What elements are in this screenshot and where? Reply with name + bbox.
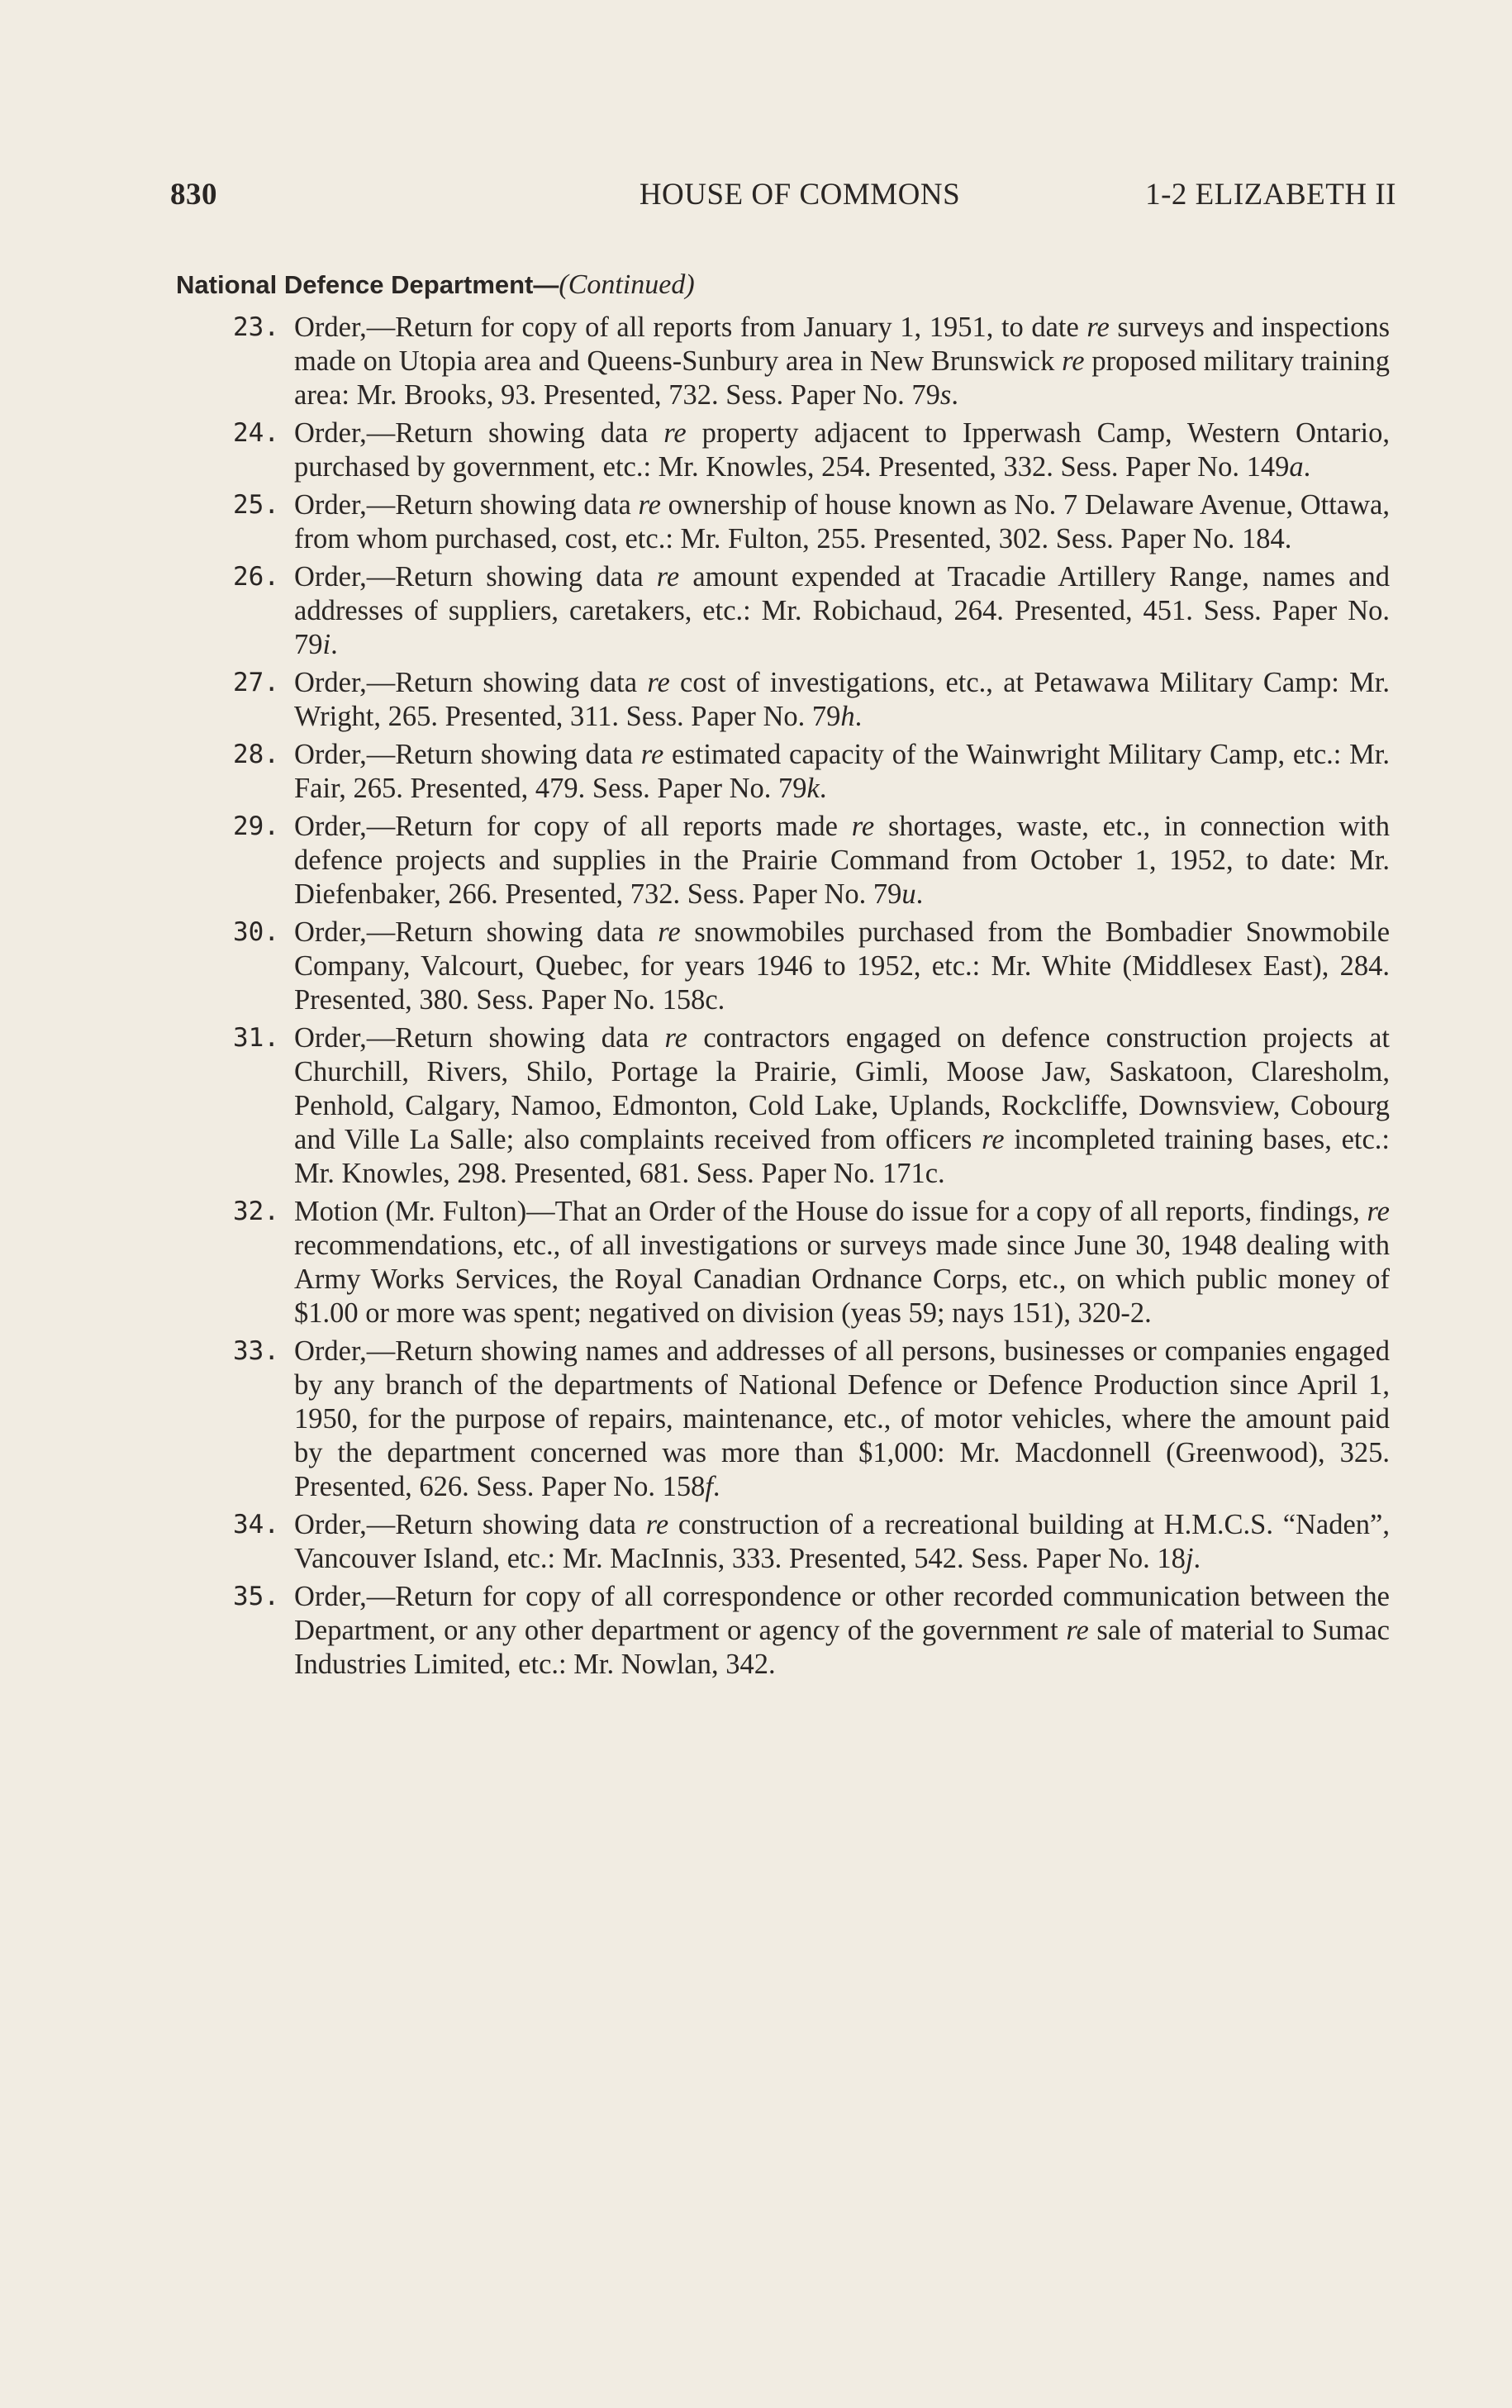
list-item: [233, 1021, 1390, 1191]
entry-text: .: [915, 878, 924, 910]
italic-text: re: [851, 811, 875, 842]
entry-text: Order,—Return showing data: [294, 739, 641, 770]
entry-text: Motion (Mr. Fulton)—That an Order of the House do issue for a copy of all reports, findings,: [294, 1196, 1367, 1227]
entry-text: surveys and inspections made on Utopia area and Queens-Sunbury area in New Brunswick: [294, 312, 1390, 377]
italic-text: re: [656, 561, 680, 592]
italic-text: re: [663, 417, 687, 449]
list-item: [233, 916, 1390, 1017]
entry-number: 33.: [233, 1336, 279, 1366]
entry-number: 34.: [233, 1510, 279, 1540]
italic-text: k: [806, 773, 820, 804]
list-item: [233, 738, 1390, 806]
journal-title: HOUSE OF COMMONS: [639, 178, 961, 212]
entry-text: .: [712, 1471, 720, 1502]
entry-text: shortages, waste, etc., in connection with defence projects and supplies in the Prairie Command from October 1, 1952, to date: Mr. Diefenbaker, 266. Presented, 732. Sess. Paper No. 79: [294, 811, 1391, 910]
entry-text: .: [1303, 451, 1311, 483]
entry-number: 31.: [233, 1023, 279, 1053]
entry-text: Order,—Return showing data: [294, 1022, 665, 1054]
list-item: [233, 311, 1390, 412]
list-item: [233, 488, 1390, 556]
entry-number: 28.: [233, 740, 279, 769]
entry-number: 26.: [233, 562, 279, 592]
italic-text: i: [322, 629, 331, 660]
list-item: [233, 560, 1390, 662]
entry-text: Order,—Return showing data: [294, 1509, 646, 1540]
italic-text: re: [658, 916, 681, 948]
italic-text: re: [645, 1509, 669, 1540]
italic-text: s: [939, 379, 952, 411]
italic-text: re: [1066, 1615, 1089, 1646]
list-item: [233, 810, 1390, 911]
list-item: [233, 1195, 1390, 1330]
entry-number: 30.: [233, 917, 279, 947]
section-heading: [176, 269, 695, 301]
entry-text: Order,—Return showing data: [294, 561, 657, 592]
entry-text: construction of a recreational building at H.M.C.S. “Naden”, Vancouver Island, etc.: Mr. MacInnis, 333. Presented, 542. Sess. Paper No. 18: [294, 1509, 1390, 1574]
entry-number: 35.: [233, 1582, 279, 1611]
regnal-year: 1-2 ELIZABETH II: [1145, 178, 1396, 212]
entry-text: Order,—Return for copy of all reports made: [294, 811, 852, 842]
running-head: [170, 177, 1396, 217]
entry-text: Order,—Return for copy of all reports from January 1, 1951, to date: [294, 312, 1087, 343]
italic-text: re: [664, 1022, 687, 1054]
italic-text: u: [901, 878, 916, 910]
entry-text: property adjacent to Ipperwash Camp, Western Ontario, purchased by government, etc.: Mr. Knowles, 254. Presented, 332. Sess. Paper No. 149: [294, 417, 1390, 483]
entry-text: recommendations, etc., of all investigations or surveys made since June 30, 1948 dealing with Army Works Services, the Royal Canadian Ordnance Corps, etc., on which public money of $1.00 or more was spent; negatived on division (yeas 59; nays 151), 320-2.: [294, 1230, 1390, 1329]
entry-text: proposed military training area: Mr. Brooks, 93. Presented, 732. Sess. Paper No. 79: [294, 345, 1391, 411]
entry-number: 32.: [233, 1197, 279, 1226]
italic-text: re: [982, 1124, 1005, 1155]
entry-text: Order,—Return showing data: [294, 417, 664, 449]
list-item: [233, 1508, 1390, 1576]
entry-text: .: [1193, 1543, 1201, 1574]
list-item: [233, 666, 1390, 734]
list-item: [233, 416, 1390, 484]
italic-text: re: [1367, 1196, 1390, 1227]
entry-text: ownership of house known as No. 7 Delaware Avenue, Ottawa, from whom purchased, cost, etc.: Mr. Fulton, 255. Presented, 302. Sess. Paper No. 184.: [294, 489, 1390, 554]
italic-text: h: [840, 701, 855, 732]
entry-text: Order,—Return for copy of all correspondence or other recorded communication between the Department, or any other department or agency of the government: [294, 1581, 1390, 1646]
italic-text: re: [647, 667, 670, 698]
entry-text: .: [951, 379, 958, 411]
entry-number: 25.: [233, 490, 279, 520]
entry-text: estimated capacity of the Wainwright Military Camp, etc.: Mr. Fair, 265. Presented, 479. Sess. Paper No. 79: [294, 739, 1391, 804]
entry-text: snowmobiles purchased from the Bombadier Snowmobile Company, Valcourt, Quebec, for years 1946 to 1952, etc.: Mr. White (Middlesex East), 284. Presented, 380. Sess. Paper No. 158c.: [294, 916, 1391, 1016]
entry-number: 27.: [233, 668, 279, 697]
italic-text: j: [1185, 1543, 1194, 1574]
italic-text: a: [1289, 451, 1304, 483]
entry-text: sale of material to Sumac Industries Limited, etc.: Mr. Nowlan, 342.: [294, 1615, 1390, 1680]
entry-text: Order,—Return showing data: [294, 667, 648, 698]
entry-number: 29.: [233, 811, 279, 841]
entry-number: 23.: [233, 312, 279, 342]
entry-text: cost of investigations, etc., at Petawawa Military Camp: Mr. Wright, 265. Presented, 311. Sess. Paper No. 79: [294, 667, 1390, 732]
list-item: [233, 1335, 1390, 1504]
section-continued: (Continued): [559, 269, 695, 300]
section-title: National Defence Department—: [176, 270, 559, 299]
entry-text: .: [330, 629, 338, 660]
entry-text: amount expended at Tracadie Artillery Range, names and addresses of suppliers, caretakers, etc.: Mr. Robichaud, 264. Presented, 451. Sess. Paper No. 79: [294, 561, 1390, 660]
list-item: [233, 1580, 1390, 1682]
entry-list: [233, 311, 1390, 1686]
entry-text: .: [819, 773, 827, 804]
entry-number: 24.: [233, 418, 279, 448]
entry-text: Order,—Return showing data: [294, 916, 659, 948]
italic-text: f: [705, 1471, 713, 1502]
italic-text: re: [1062, 345, 1085, 377]
entry-text: Order,—Return showing names and addresses of all persons, businesses or companies engaged by any branch of the departments of National Defence or Defence Production since April 1, 1950, for the purpose of repairs, maintenance, etc., of motor vehicles, where the amount paid by the department concerned was more than $1,000: Mr. Macdonnell (Greenwood), 325. Presented, 626. Sess. Paper No. 158: [294, 1335, 1390, 1502]
entry-text: Order,—Return showing data: [294, 489, 639, 521]
italic-text: re: [1086, 312, 1110, 343]
entry-text: contractors engaged on defence construction projects at Churchill, Rivers, Shilo, Portage la Prairie, Gimli, Moose Jaw, Saskatoon, Claresholm, Penhold, Calgary, Namoo, Edmonton, Cold Lake, Uplands, Rockcliffe, Downsview, Cobourg and Ville La Salle; also complaints received from officers: [294, 1022, 1390, 1155]
entry-text: .: [854, 701, 863, 732]
entry-text: incompleted training bases, etc.: Mr. Knowles, 298. Presented, 681. Sess. Paper No. 171c.: [294, 1124, 1390, 1189]
italic-text: re: [638, 489, 661, 521]
page-number: 830: [170, 178, 217, 212]
italic-text: re: [640, 739, 664, 770]
